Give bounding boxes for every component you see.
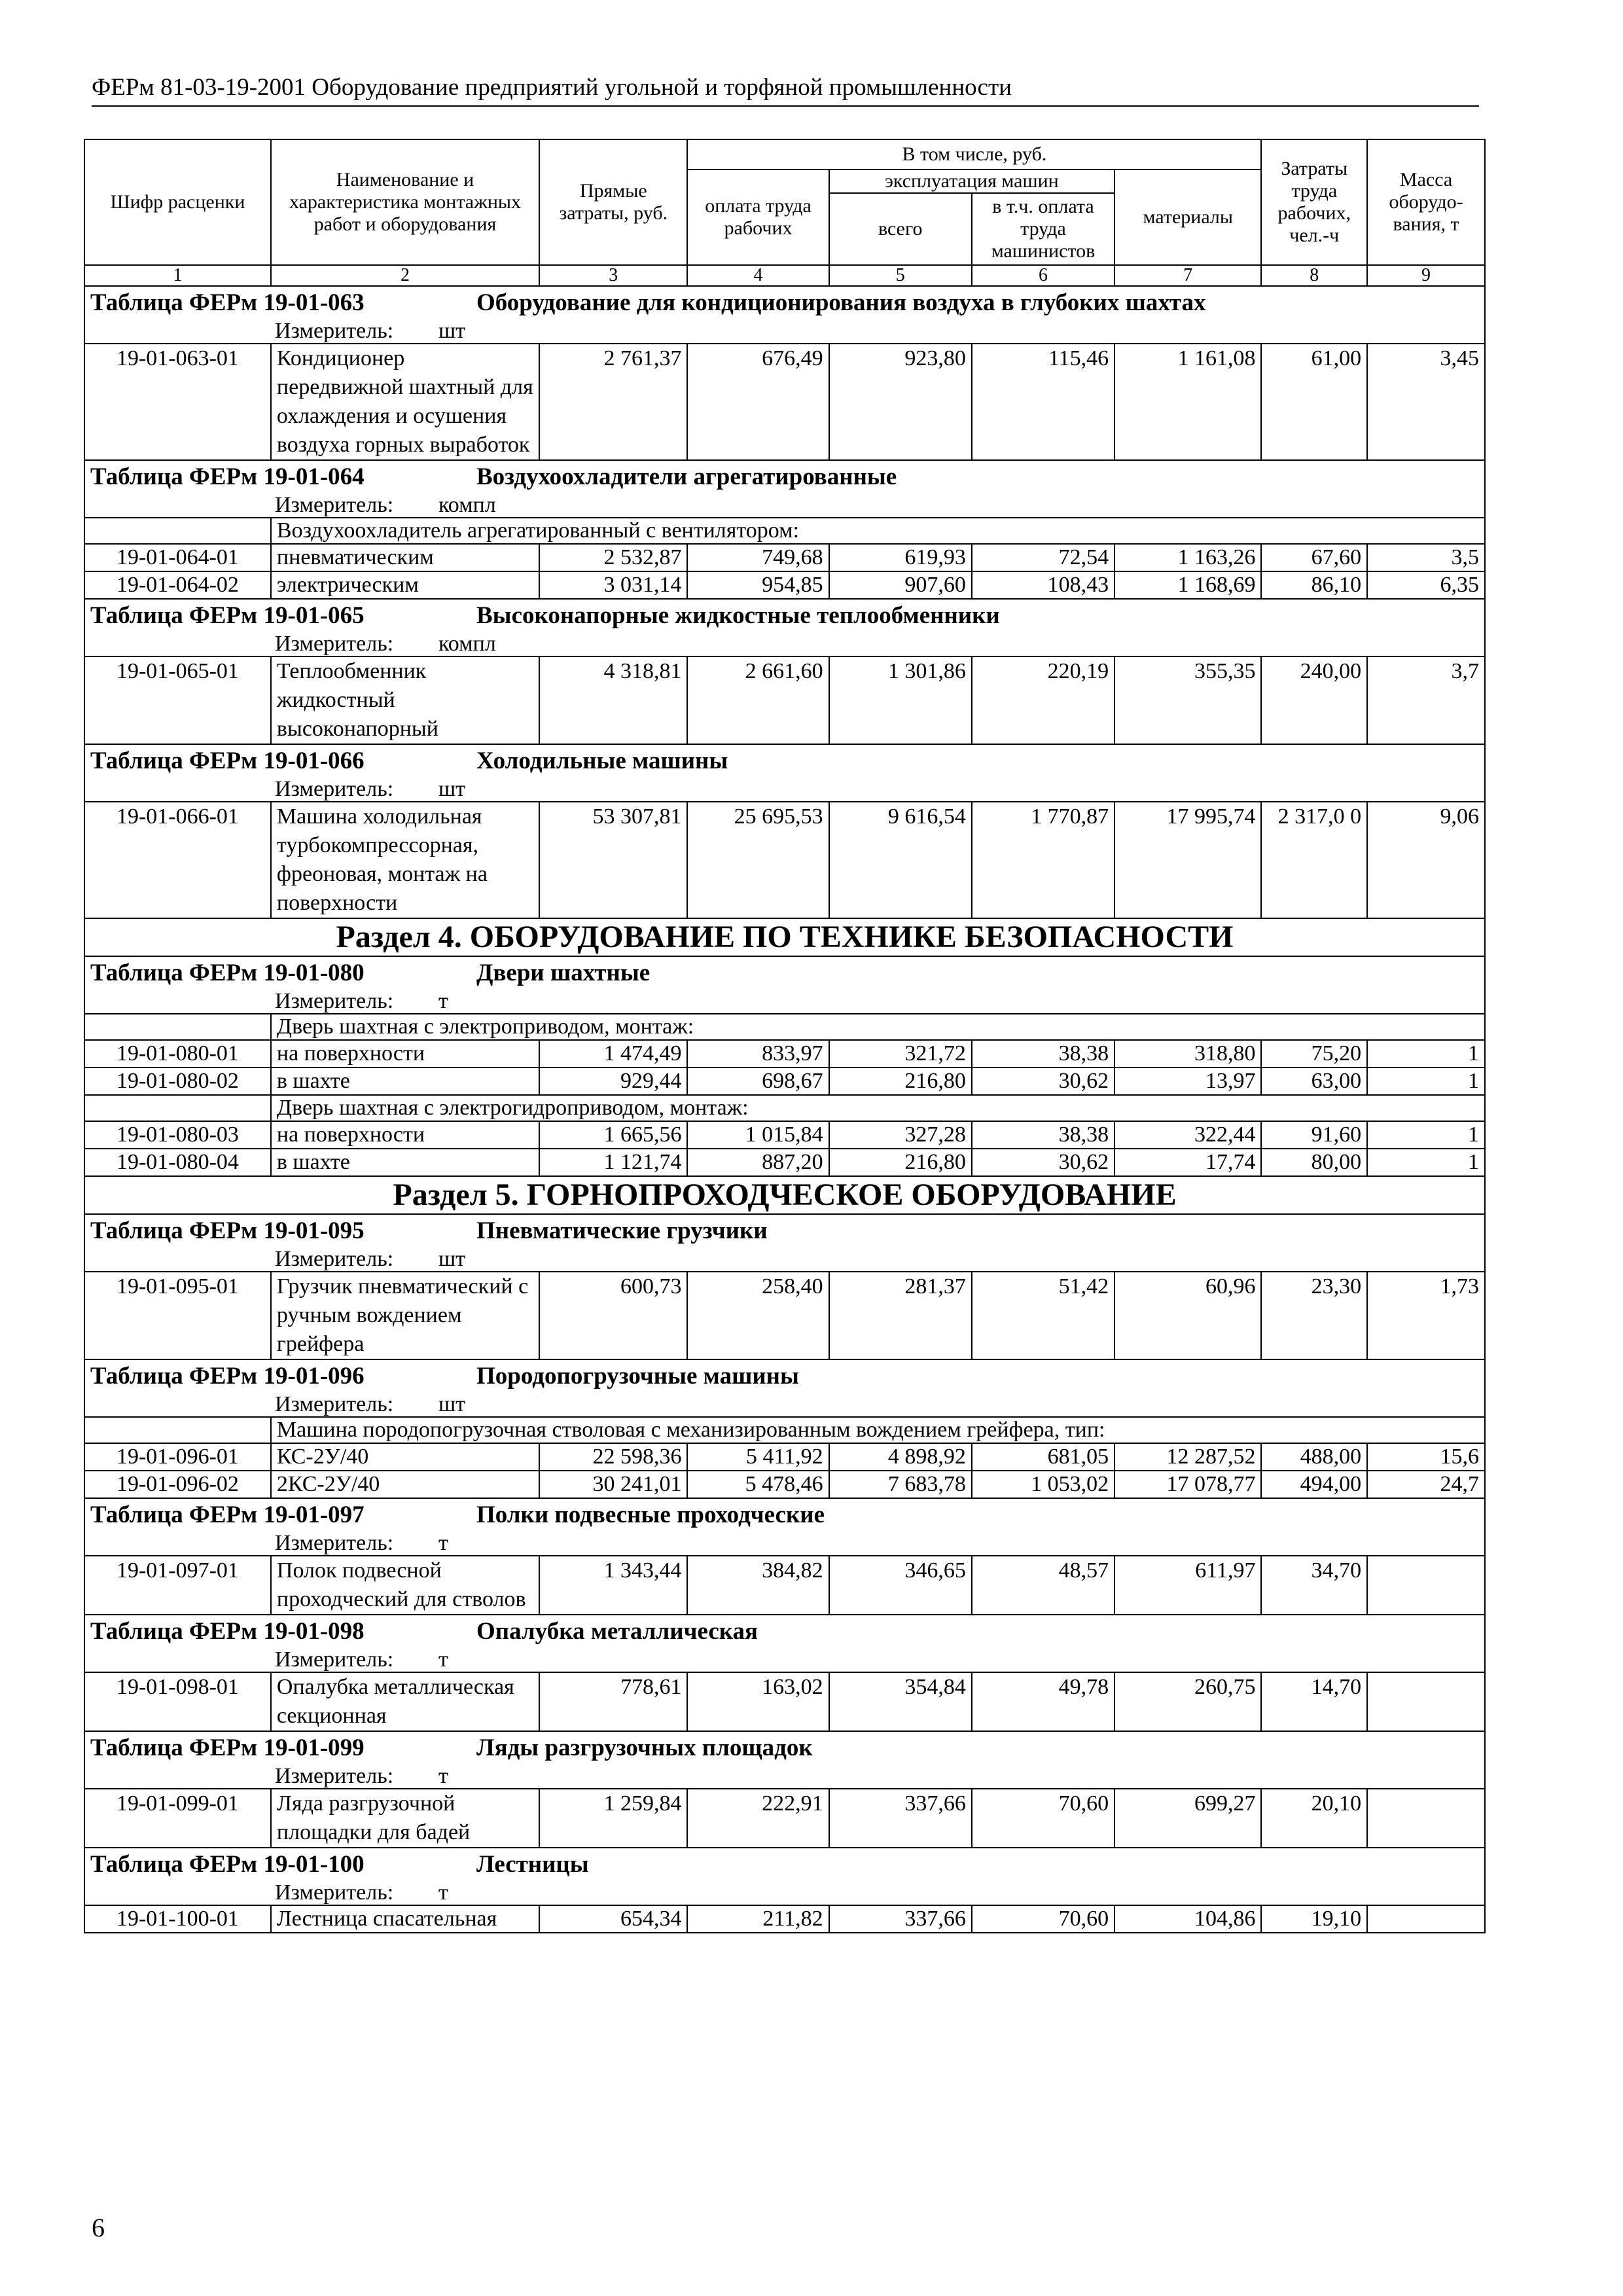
machines-total: 1 301,86	[829, 656, 972, 744]
materials: 699,27	[1115, 1789, 1261, 1848]
measure-label: Измеритель:	[275, 1764, 394, 1788]
equipment-mass	[1367, 1905, 1485, 1933]
col-number: 6	[972, 265, 1115, 286]
labor-hours: 91,60	[1261, 1121, 1367, 1149]
labor-pay: 5 411,92	[687, 1443, 829, 1471]
col-header-machinist-pay: в т.ч. оплата труда машинистов	[972, 193, 1115, 265]
col-header-code: Шифр расценки	[84, 139, 271, 265]
rate-code: 19-01-080-04	[84, 1149, 271, 1176]
equipment-mass: 1	[1367, 1067, 1485, 1095]
table-title-row	[84, 1731, 1485, 1765]
table-title-row	[84, 1848, 1485, 1881]
rate-code: 19-01-064-02	[84, 571, 271, 599]
measure-row	[84, 319, 1485, 344]
table-title-row	[84, 460, 1485, 493]
measure-label: Измеритель:	[275, 319, 394, 343]
labor-pay: 1 015,84	[687, 1121, 829, 1149]
table-row	[84, 571, 1485, 599]
table-title: Холодильные машины	[476, 747, 728, 774]
measure-row	[84, 1881, 1485, 1905]
measure-label: Измеритель:	[275, 989, 394, 1013]
machines-total: 923,80	[829, 344, 972, 460]
empty-cell	[84, 1095, 271, 1121]
table-title-cell	[84, 286, 1485, 319]
direct-cost: 22 598,36	[539, 1443, 687, 1471]
materials: 1 161,08	[1115, 344, 1261, 460]
direct-cost: 3 031,14	[539, 571, 687, 599]
rate-code: 19-01-096-02	[84, 1471, 271, 1498]
materials: 318,80	[1115, 1040, 1261, 1067]
table-title-row	[84, 956, 1485, 990]
table-title: Опалубка металлическая	[476, 1618, 758, 1645]
measure-cell	[84, 1247, 1485, 1272]
materials: 17 995,74	[1115, 802, 1261, 918]
measure-cell	[84, 493, 1485, 518]
table-row	[84, 802, 1485, 918]
work-name: в шахте	[271, 1067, 539, 1095]
table-row	[84, 344, 1485, 460]
measure-unit: т	[438, 1880, 448, 1905]
table-title: Высоконапорные жидкостные теплообменники	[476, 602, 1000, 629]
table-id: Таблица ФЕРм 19-01-095	[90, 1217, 365, 1244]
table-title-cell	[84, 744, 1485, 778]
materials: 13,97	[1115, 1067, 1261, 1095]
direct-cost: 4 318,81	[539, 656, 687, 744]
group-note: Машина породопогрузочная стволовая с механизированным вождением грейфера, тип:	[271, 1417, 1485, 1443]
table-title: Пневматические грузчики	[476, 1217, 768, 1244]
equipment-mass: 1	[1367, 1040, 1485, 1067]
col-number: 1	[84, 265, 271, 286]
direct-cost: 600,73	[539, 1272, 687, 1359]
group-note: Дверь шахтная с электрогидроприводом, монтаж:	[271, 1095, 1485, 1121]
rate-code: 19-01-095-01	[84, 1272, 271, 1359]
materials: 260,75	[1115, 1672, 1261, 1731]
machinist-pay: 30,62	[972, 1067, 1115, 1095]
equipment-mass: 1	[1367, 1149, 1485, 1176]
table-id: Таблица ФЕРм 19-01-065	[90, 602, 365, 629]
machines-total: 337,66	[829, 1905, 972, 1933]
measure-row	[84, 990, 1485, 1014]
measure-unit: т	[438, 1764, 448, 1788]
col-number: 2	[271, 265, 539, 286]
measure-label: Измеритель:	[275, 1247, 394, 1271]
col-header-name: Наименование и характеристика монтажных работ и оборудования	[271, 139, 539, 265]
machinist-pay: 70,60	[972, 1789, 1115, 1848]
table-title-cell	[84, 460, 1485, 493]
empty-cell	[84, 1417, 271, 1443]
table-title-cell	[84, 1731, 1485, 1765]
col-number: 4	[687, 265, 829, 286]
work-name: КС-2У/40	[271, 1443, 539, 1471]
group-note: Воздухоохладитель агрегатированный с вентилятором:	[271, 518, 1485, 544]
group-note-row	[84, 518, 1485, 544]
machinist-pay: 38,38	[972, 1121, 1115, 1149]
direct-cost: 2 532,87	[539, 544, 687, 571]
measure-unit: т	[438, 989, 448, 1013]
machinist-pay: 220,19	[972, 656, 1115, 744]
table-row	[84, 544, 1485, 571]
machinist-pay: 115,46	[972, 344, 1115, 460]
table-title-row	[84, 744, 1485, 778]
table-row	[84, 656, 1485, 744]
machines-total: 346,65	[829, 1556, 972, 1615]
table-id: Таблица ФЕРм 19-01-066	[90, 747, 365, 774]
table-title: Ляды разгрузочных площадок	[476, 1734, 813, 1761]
rate-code: 19-01-100-01	[84, 1905, 271, 1933]
measure-cell	[84, 778, 1485, 802]
equipment-mass	[1367, 1672, 1485, 1731]
direct-cost: 1 121,74	[539, 1149, 687, 1176]
machinist-pay: 681,05	[972, 1443, 1115, 1471]
labor-hours: 23,30	[1261, 1272, 1367, 1359]
equipment-mass: 3,7	[1367, 656, 1485, 744]
measure-unit: шт	[438, 777, 466, 801]
direct-cost: 53 307,81	[539, 802, 687, 918]
direct-cost: 929,44	[539, 1067, 687, 1095]
measure-cell	[84, 1648, 1485, 1672]
table-row	[84, 1040, 1485, 1067]
equipment-mass: 6,35	[1367, 571, 1485, 599]
rate-code: 19-01-080-02	[84, 1067, 271, 1095]
rate-code: 19-01-099-01	[84, 1789, 271, 1848]
group-note-row	[84, 1095, 1485, 1121]
table-id: Таблица ФЕРм 19-01-096	[90, 1363, 365, 1390]
labor-pay: 887,20	[687, 1149, 829, 1176]
table-title-cell	[84, 1214, 1485, 1247]
measure-unit: т	[438, 1647, 448, 1672]
table-title: Двери шахтные	[476, 960, 651, 986]
table-title-row	[84, 599, 1485, 632]
direct-cost: 1 665,56	[539, 1121, 687, 1149]
machines-total: 4 898,92	[829, 1443, 972, 1471]
col-header-machines: эксплуатация машин	[829, 170, 1115, 193]
measure-row	[84, 1247, 1485, 1272]
machines-total: 321,72	[829, 1040, 972, 1067]
col-number: 9	[1367, 265, 1485, 286]
labor-hours: 19,10	[1261, 1905, 1367, 1933]
machines-total: 9 616,54	[829, 802, 972, 918]
work-name: Грузчик пневматический с ручным вождением грейфера	[271, 1272, 539, 1359]
rate-code: 19-01-065-01	[84, 656, 271, 744]
measure-row	[84, 1532, 1485, 1556]
machinist-pay: 49,78	[972, 1672, 1115, 1731]
labor-pay: 384,82	[687, 1556, 829, 1615]
col-header-including: В том числе, руб.	[687, 139, 1261, 170]
table-title-row	[84, 286, 1485, 319]
machinist-pay: 51,42	[972, 1272, 1115, 1359]
rate-code: 19-01-064-01	[84, 544, 271, 571]
table-row	[84, 1905, 1485, 1933]
labor-hours: 80,00	[1261, 1149, 1367, 1176]
measure-label: Измеритель:	[275, 493, 394, 517]
section-title: Раздел 4. ОБОРУДОВАНИЕ ПО ТЕХНИКЕ БЕЗОПАСНОСТИ	[84, 918, 1485, 956]
equipment-mass	[1367, 1556, 1485, 1615]
labor-pay: 833,97	[687, 1040, 829, 1067]
measure-unit: шт	[438, 1247, 466, 1271]
work-name: Машина холодильная турбокомпрессорная, фреоновая, монтаж на поверхности	[271, 802, 539, 918]
work-name: 2КС-2У/40	[271, 1471, 539, 1498]
materials: 611,97	[1115, 1556, 1261, 1615]
measure-row	[84, 778, 1485, 802]
materials: 322,44	[1115, 1121, 1261, 1149]
direct-cost: 778,61	[539, 1672, 687, 1731]
table-title-row	[84, 1214, 1485, 1247]
measure-cell	[84, 632, 1485, 656]
labor-hours: 86,10	[1261, 571, 1367, 599]
measure-unit: шт	[438, 319, 466, 343]
table-title-cell	[84, 1848, 1485, 1881]
group-note: Дверь шахтная с электроприводом, монтаж:	[271, 1014, 1485, 1040]
table-title: Оборудование для кондиционирования воздуха в глубоких шахтах	[476, 289, 1206, 316]
direct-cost: 2 761,37	[539, 344, 687, 460]
machinist-pay: 48,57	[972, 1556, 1115, 1615]
table-title: Полки подвесные проходческие	[476, 1501, 825, 1528]
labor-pay: 954,85	[687, 571, 829, 599]
rates-table-body	[84, 286, 1485, 1933]
equipment-mass: 1,73	[1367, 1272, 1485, 1359]
materials: 17,74	[1115, 1149, 1261, 1176]
machines-total: 216,80	[829, 1067, 972, 1095]
machines-total: 7 683,78	[829, 1471, 972, 1498]
table-row	[84, 1121, 1485, 1149]
direct-cost: 1 474,49	[539, 1040, 687, 1067]
machines-total: 907,60	[829, 571, 972, 599]
group-note-row	[84, 1417, 1485, 1443]
group-note-row	[84, 1014, 1485, 1040]
machinist-pay: 72,54	[972, 544, 1115, 571]
labor-pay: 25 695,53	[687, 802, 829, 918]
machines-total: 619,93	[829, 544, 972, 571]
labor-hours: 20,10	[1261, 1789, 1367, 1848]
direct-cost: 1 259,84	[539, 1789, 687, 1848]
table-row	[84, 1443, 1485, 1471]
labor-hours: 75,20	[1261, 1040, 1367, 1067]
materials: 1 168,69	[1115, 571, 1261, 599]
materials: 12 287,52	[1115, 1443, 1261, 1471]
page-number: 6	[92, 2213, 105, 2242]
machines-total: 337,66	[829, 1789, 972, 1848]
measure-cell	[84, 1532, 1485, 1556]
work-name: Опалубка металлическая секционная	[271, 1672, 539, 1731]
rate-code: 19-01-098-01	[84, 1672, 271, 1731]
machines-total: 216,80	[829, 1149, 972, 1176]
equipment-mass: 3,45	[1367, 344, 1485, 460]
col-header-mass: Масса оборудо-вания, т	[1367, 139, 1485, 265]
table-id: Таблица ФЕРм 19-01-100	[90, 1851, 365, 1878]
labor-hours: 63,00	[1261, 1067, 1367, 1095]
measure-cell	[84, 990, 1485, 1014]
measure-cell	[84, 1765, 1485, 1789]
work-name: Теплообменник жидкостный высоконапорный	[271, 656, 539, 744]
table-row	[84, 1556, 1485, 1615]
table-title-row	[84, 1615, 1485, 1648]
rate-code: 19-01-097-01	[84, 1556, 271, 1615]
equipment-mass: 24,7	[1367, 1471, 1485, 1498]
machinist-pay: 1 770,87	[972, 802, 1115, 918]
table-title: Воздухоохладители агрегатированные	[476, 463, 897, 490]
labor-hours: 14,70	[1261, 1672, 1367, 1731]
empty-cell	[84, 518, 271, 544]
labor-hours: 61,00	[1261, 344, 1367, 460]
table-row	[84, 1672, 1485, 1731]
labor-hours: 494,00	[1261, 1471, 1367, 1498]
table-id: Таблица ФЕРм 19-01-097	[90, 1501, 365, 1528]
table-id: Таблица ФЕРм 19-01-063	[90, 289, 365, 316]
materials: 1 163,26	[1115, 544, 1261, 571]
equipment-mass	[1367, 1789, 1485, 1848]
machines-total: 354,84	[829, 1672, 972, 1731]
machines-total: 327,28	[829, 1121, 972, 1149]
measure-row	[84, 632, 1485, 656]
rate-code: 19-01-080-03	[84, 1121, 271, 1149]
work-name: в шахте	[271, 1149, 539, 1176]
rate-code: 19-01-080-01	[84, 1040, 271, 1067]
direct-cost: 654,34	[539, 1905, 687, 1933]
column-numbers-row	[84, 265, 1485, 286]
table-title-row	[84, 1359, 1485, 1393]
table-id: Таблица ФЕРм 19-01-080	[90, 960, 365, 986]
col-header-machines-total: всего	[829, 193, 972, 265]
machines-total: 281,37	[829, 1272, 972, 1359]
table-id: Таблица ФЕРм 19-01-098	[90, 1618, 365, 1645]
col-header-labor-cost: Затраты труда рабочих, чел.-ч	[1261, 139, 1367, 265]
labor-pay: 222,91	[687, 1789, 829, 1848]
table-row	[84, 1149, 1485, 1176]
machinist-pay: 38,38	[972, 1040, 1115, 1067]
measure-unit: шт	[438, 1392, 466, 1416]
labor-pay: 5 478,46	[687, 1471, 829, 1498]
rate-code: 19-01-063-01	[84, 344, 271, 460]
labor-hours: 2 317,0 0	[1261, 802, 1367, 918]
section-title-row	[84, 918, 1485, 956]
machinist-pay: 70,60	[972, 1905, 1115, 1933]
measure-label: Измеритель:	[275, 1880, 394, 1905]
empty-cell	[84, 1014, 271, 1040]
rates-table-container	[84, 139, 1486, 1933]
col-number: 7	[1115, 265, 1261, 286]
measure-row	[84, 1765, 1485, 1789]
table-title-cell	[84, 599, 1485, 632]
labor-pay: 163,02	[687, 1672, 829, 1731]
labor-pay: 749,68	[687, 544, 829, 571]
section-title: Раздел 5. ГОРНОПРОХОДЧЕСКОЕ ОБОРУДОВАНИЕ	[84, 1176, 1485, 1214]
labor-hours: 34,70	[1261, 1556, 1367, 1615]
table-title-cell	[84, 1359, 1485, 1393]
machinist-pay: 1 053,02	[972, 1471, 1115, 1498]
rates-table	[84, 139, 1486, 1933]
labor-hours: 240,00	[1261, 656, 1367, 744]
materials: 355,35	[1115, 656, 1261, 744]
rate-code: 19-01-096-01	[84, 1443, 271, 1471]
labor-hours: 488,00	[1261, 1443, 1367, 1471]
work-name: Ляда разгрузочной площадки для бадей	[271, 1789, 539, 1848]
labor-hours: 67,60	[1261, 544, 1367, 571]
labor-pay: 676,49	[687, 344, 829, 460]
table-row	[84, 1067, 1485, 1095]
col-header-labor-pay: оплата труда рабочих	[687, 170, 829, 265]
section-title-row	[84, 1176, 1485, 1214]
equipment-mass: 1	[1367, 1121, 1485, 1149]
labor-pay: 258,40	[687, 1272, 829, 1359]
equipment-mass: 15,6	[1367, 1443, 1485, 1471]
col-number: 5	[829, 265, 972, 286]
labor-pay: 698,67	[687, 1067, 829, 1095]
measure-row	[84, 1648, 1485, 1672]
work-name: на поверхности	[271, 1040, 539, 1067]
measure-label: Измеритель:	[275, 777, 394, 801]
machinist-pay: 108,43	[972, 571, 1115, 599]
work-name: Полок подвесной проходческий для стволов	[271, 1556, 539, 1615]
measure-label: Измеритель:	[275, 1647, 394, 1672]
table-title-row	[84, 1498, 1485, 1532]
measure-cell	[84, 1393, 1485, 1417]
work-name: Лестница спасательная	[271, 1905, 539, 1933]
col-number: 3	[539, 265, 687, 286]
measure-unit: компл	[438, 493, 496, 517]
col-header-materials: материалы	[1115, 170, 1261, 265]
table-title-cell	[84, 1615, 1485, 1648]
work-name: электрическим	[271, 571, 539, 599]
materials: 104,86	[1115, 1905, 1261, 1933]
machinist-pay: 30,62	[972, 1149, 1115, 1176]
table-title: Лестницы	[476, 1851, 589, 1878]
labor-pay: 2 661,60	[687, 656, 829, 744]
materials: 60,96	[1115, 1272, 1261, 1359]
measure-row	[84, 1393, 1485, 1417]
measure-label: Измеритель:	[275, 1531, 394, 1555]
table-title-cell	[84, 1498, 1485, 1532]
table-title: Породопогрузочные машины	[476, 1363, 799, 1390]
direct-cost: 30 241,01	[539, 1471, 687, 1498]
table-row	[84, 1272, 1485, 1359]
equipment-mass: 9,06	[1367, 802, 1485, 918]
work-name: Кондиционер передвижной шахтный для охлаждения и осушения воздуха горных выработок	[271, 344, 539, 460]
direct-cost: 1 343,44	[539, 1556, 687, 1615]
table-row	[84, 1471, 1485, 1498]
equipment-mass: 3,5	[1367, 544, 1485, 571]
measure-label: Измеритель:	[275, 632, 394, 656]
measure-label: Измеритель:	[275, 1392, 394, 1416]
measure-cell	[84, 1881, 1485, 1905]
labor-pay: 211,82	[687, 1905, 829, 1933]
table-title-cell	[84, 956, 1485, 990]
col-header-direct: Прямые затраты, руб.	[539, 139, 687, 265]
materials: 17 078,77	[1115, 1471, 1261, 1498]
measure-unit: т	[438, 1531, 448, 1555]
measure-unit: компл	[438, 632, 496, 656]
work-name: пневматическим	[271, 544, 539, 571]
table-id: Таблица ФЕРм 19-01-064	[90, 463, 365, 490]
page-header: ФЕРм 81-03-19-2001 Оборудование предприятий угольной и торфяной промышленности	[92, 73, 1479, 107]
col-number: 8	[1261, 265, 1367, 286]
rate-code: 19-01-066-01	[84, 802, 271, 918]
work-name: на поверхности	[271, 1121, 539, 1149]
measure-row	[84, 493, 1485, 518]
table-row	[84, 1789, 1485, 1848]
table-id: Таблица ФЕРм 19-01-099	[90, 1734, 365, 1761]
measure-cell	[84, 319, 1485, 344]
